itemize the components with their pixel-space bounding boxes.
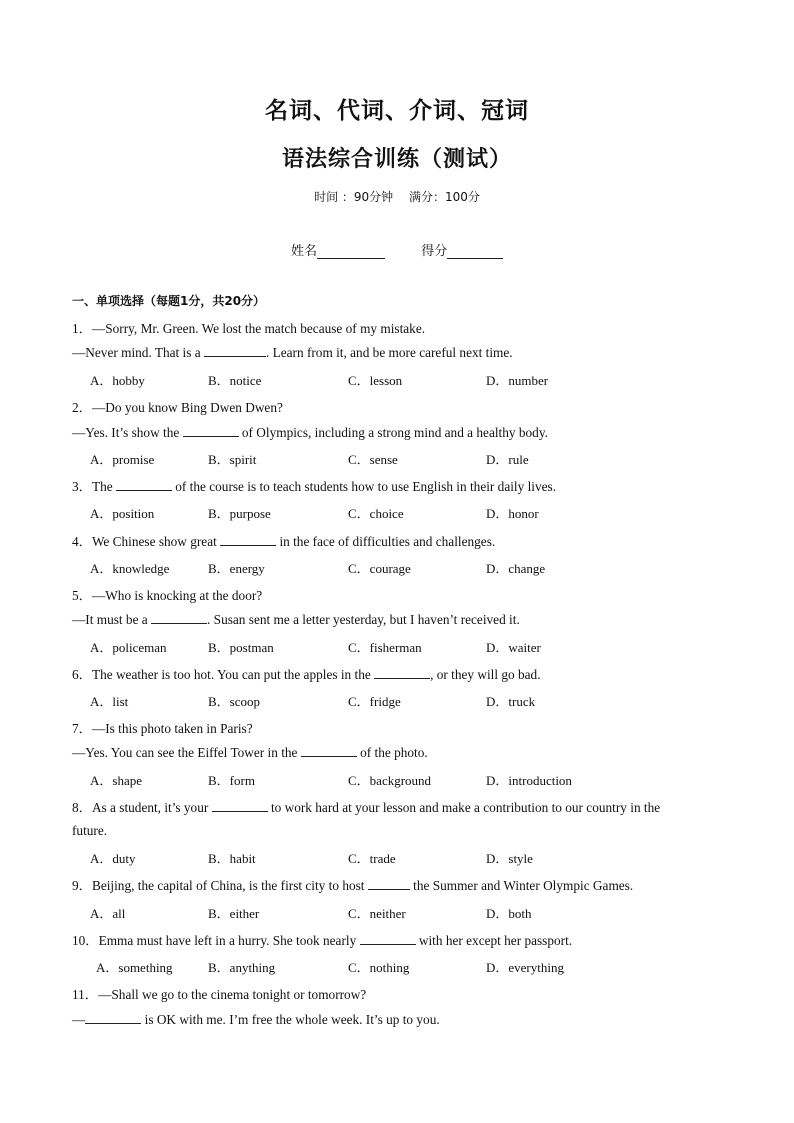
option-a[interactable]: A．knowledge: [90, 561, 170, 576]
question-8-line1: [72, 797, 660, 816]
option-c[interactable]: C．neither: [348, 906, 406, 921]
answer-blank[interactable]: [360, 932, 416, 945]
question-text: in the face of difficulties and challenges.: [276, 534, 496, 549]
question-5-line1: 5．—Who is knocking at the door?: [72, 588, 263, 603]
question-text: —Never mind. That is a: [72, 345, 204, 360]
question-text: of the course is to teach students how to use English in their daily lives.: [171, 479, 557, 494]
question-text: 6．The weather is too hot. You can put the apples in the: [72, 667, 375, 682]
question-text: to work hard at your lesson and make a contribution to our country in the: [267, 800, 661, 815]
option-d[interactable]: D．change: [486, 561, 546, 576]
name-score-row: [291, 240, 503, 259]
answer-blank[interactable]: [220, 533, 276, 546]
question-7-line1: 7．—Is this photo taken in Paris?: [72, 721, 253, 736]
question-text: —Yes. You can see the Eiffel Tower in the: [72, 745, 301, 760]
question-text: —: [72, 1012, 86, 1027]
option-a[interactable]: A．shape: [90, 773, 142, 788]
option-b[interactable]: B．notice: [208, 373, 262, 388]
section-heading: 一、单项选择（每题1分，共20分）: [72, 294, 266, 308]
option-d[interactable]: D．truck: [486, 694, 536, 709]
option-b[interactable]: B．anything: [208, 960, 276, 975]
question-11-line2: [72, 1011, 440, 1028]
option-a[interactable]: A．position: [90, 506, 155, 521]
question-2-line2: [72, 424, 548, 441]
question-text: . Susan sent me a letter yesterday, but I haven’t received it.: [207, 612, 520, 627]
question-2-line1: 2．—Do you know Bing Dwen Dwen?: [72, 400, 283, 415]
question-7-line2: [72, 744, 428, 761]
question-text: 8．As a student, it’s your: [72, 800, 212, 815]
option-b[interactable]: B．form: [208, 773, 255, 788]
question-11-line1: 11．—Shall we go to the cinema tonight or tomorrow?: [72, 987, 367, 1002]
option-a[interactable]: A．policeman: [90, 640, 167, 655]
question-1-line2: [72, 344, 513, 361]
question-text: 10．Emma must have left in a hurry. She took nearly: [72, 933, 360, 948]
option-a[interactable]: A．hobby: [90, 373, 145, 388]
option-c[interactable]: C．fisherman: [348, 640, 422, 655]
option-b[interactable]: B．spirit: [208, 452, 257, 467]
option-c[interactable]: C．background: [348, 773, 432, 788]
question-text: —It must be a: [72, 612, 152, 627]
option-d[interactable]: D．waiter: [486, 640, 541, 655]
question-text: of Olympics, including a strong mind and a healthy body.: [238, 425, 548, 440]
page-title: 名词、代词、介词、冠词: [265, 97, 529, 124]
question-1-line1: 1．—Sorry, Mr. Green. We lost the match because of my mistake.: [72, 321, 426, 336]
name-blank[interactable]: [317, 244, 385, 259]
option-c[interactable]: C．choice: [348, 506, 404, 521]
option-d[interactable]: D．everything: [486, 960, 564, 975]
question-3: [72, 476, 556, 495]
question-text: —Yes. It’s show the: [72, 425, 183, 440]
answer-blank[interactable]: [116, 478, 172, 491]
question-10: [72, 930, 572, 949]
question-text: . Learn from it, and be more careful next time.: [265, 345, 513, 360]
answer-blank[interactable]: [183, 424, 239, 437]
option-a[interactable]: A．something: [96, 960, 173, 975]
answer-blank[interactable]: [374, 666, 430, 679]
option-b[interactable]: B．either: [208, 906, 260, 921]
score-label: 得分: [421, 244, 448, 259]
answer-blank[interactable]: [212, 799, 268, 812]
question-text: with her except her passport.: [415, 933, 573, 948]
option-b[interactable]: B．postman: [208, 640, 274, 655]
option-d[interactable]: D．style: [486, 851, 533, 866]
question-text: , or they will go bad.: [430, 667, 541, 682]
option-d[interactable]: D．rule: [486, 452, 529, 467]
answer-blank[interactable]: [85, 1011, 141, 1024]
question-9: [72, 875, 633, 894]
option-b[interactable]: B．habit: [208, 851, 256, 866]
answer-blank[interactable]: [368, 877, 410, 890]
question-4: [72, 531, 495, 550]
option-d[interactable]: D．honor: [486, 506, 539, 521]
question-text: 9．Beijing, the capital of China, is the first city to host: [72, 878, 368, 893]
option-c[interactable]: C．courage: [348, 561, 411, 576]
time-limit: 时间 ：90分钟: [314, 190, 394, 204]
option-c[interactable]: C．fridge: [348, 694, 401, 709]
exam-meta: [0, 188, 794, 205]
option-d[interactable]: D．both: [486, 906, 532, 921]
option-c[interactable]: C．trade: [348, 851, 396, 866]
option-c[interactable]: C．sense: [348, 452, 398, 467]
option-a[interactable]: A．promise: [90, 452, 155, 467]
answer-blank[interactable]: [301, 744, 357, 757]
name-label: 姓名: [291, 244, 318, 259]
option-c[interactable]: C．lesson: [348, 373, 403, 388]
answer-blank[interactable]: [204, 344, 266, 357]
answer-blank[interactable]: [151, 611, 207, 624]
question-5-line2: [72, 611, 520, 628]
question-text: 4．We Chinese show great: [72, 534, 221, 549]
option-c[interactable]: C．nothing: [348, 960, 410, 975]
option-b[interactable]: B．purpose: [208, 506, 271, 521]
question-8-line2: future.: [72, 823, 108, 838]
score-blank[interactable]: [447, 244, 503, 259]
page-subtitle: 语法综合训练（测试）: [281, 146, 512, 172]
option-d[interactable]: D．number: [486, 373, 549, 388]
question-text: of the photo.: [356, 745, 428, 760]
option-a[interactable]: A．duty: [90, 851, 136, 866]
option-b[interactable]: B．scoop: [208, 694, 261, 709]
option-a[interactable]: A．all: [90, 906, 126, 921]
option-b[interactable]: B．energy: [208, 561, 265, 576]
full-score: 满分：100分: [409, 190, 480, 204]
question-6: [72, 664, 541, 683]
question-text: is OK with me. I’m free the whole week. It’s up to you.: [141, 1012, 440, 1027]
question-text: 3．The: [72, 479, 116, 494]
option-d[interactable]: D．introduction: [486, 773, 572, 788]
option-a[interactable]: A．list: [90, 694, 129, 709]
question-text: the Summer and Winter Olympic Games.: [409, 878, 634, 893]
